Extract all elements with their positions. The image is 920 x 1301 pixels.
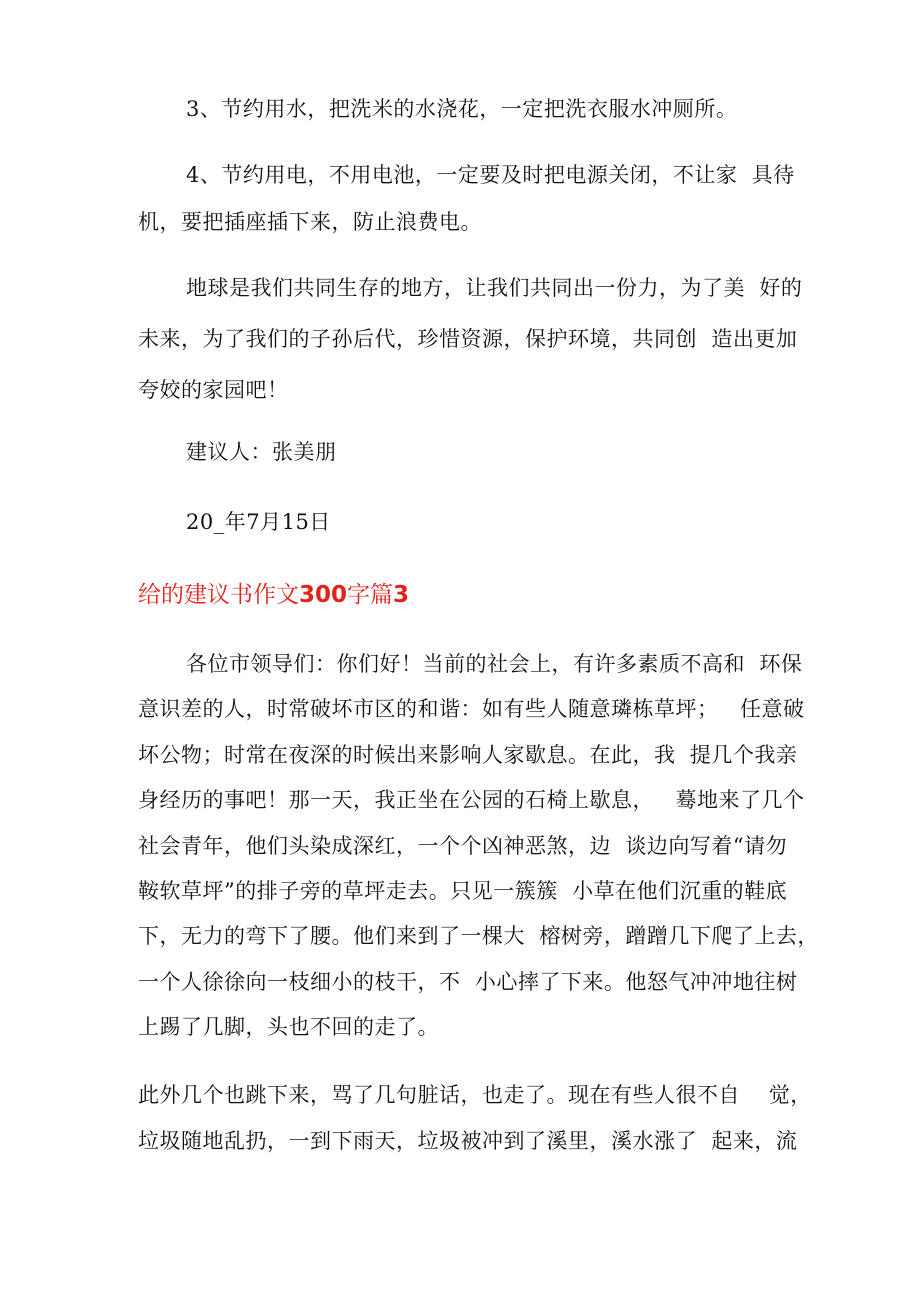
closing-paragraph-line-3: 夸姣的家园吧！ <box>138 378 289 402</box>
essay-line: 身经历的事吧！那一天，我正坐在公园的石椅上歇息， 蓦地来了几个 <box>138 788 805 812</box>
section-heading <box>138 579 409 611</box>
essay-continuation-line: 此外几个也跳下来，骂了几句脏话，也走了。现在有些人很不自 觉， <box>138 1083 812 1107</box>
heading-number: 300 <box>299 582 348 608</box>
essay-line: 下，无力的弯下了腰。他们来到了一棵大 榕树旁，蹭蹭几下爬了上去， <box>138 924 819 948</box>
closing-paragraph-line-2: 未来，为了我们的子孙后代，珍惜资源，保护环境，共同创 造出更加 <box>138 327 798 351</box>
paragraph-item-4-line-1: 4、节约用电，不用电池，一定要及时把电源关闭，不让家 具待 <box>186 163 795 187</box>
heading-prefix: 给的建议书作文 <box>138 582 299 608</box>
essay-continuation-line: 垃圾随地乱扔，一到下雨天，垃圾被冲到了溪里，溪水涨了 起来，流 <box>138 1129 798 1153</box>
date-line: 20_年7月15日 <box>186 510 331 534</box>
essay-line: 坏公物；时常在夜深的时候出来影响人家歇息。在此，我 提几个我亲 <box>138 743 798 767</box>
heading-index: 3 <box>393 582 410 608</box>
essay-line: 社会青年，他们头染成深红，一个个凶神恶煞，边 谈边向写着“请勿 <box>138 834 788 858</box>
essay-line: 各位市领导们：你们好！当前的社会上，有许多素质不高和 环保 <box>186 652 803 676</box>
paragraph-item-4-line-2: 机，要把插座插下来，防止浪费电。 <box>138 210 482 234</box>
essay-line: 鞍软草坪”的排子旁的草坪走去。只见一簇簇 小草在他们沉重的鞋底 <box>138 879 788 903</box>
essay-line: 一个人徐徐向一枝细小的枝干，不 小心摔了下来。他怒气冲冲地往树 <box>138 970 798 994</box>
essay-line: 上踢了几脚，头也不回的走了。 <box>138 1015 439 1039</box>
closing-paragraph-line-1: 地球是我们共同生存的地方，让我们共同出一份力，为了美 好的 <box>186 276 803 300</box>
signature-line: 建议人：张美朋 <box>186 440 337 464</box>
heading-suffix: 字篇 <box>347 582 394 608</box>
essay-line: 意识差的人，时常破坏市区的和谐：如有些人随意璘栋草坪； 任意破 <box>138 697 805 721</box>
paragraph-item-3: 3、节约用水，把洗米的水浇花，一定把洗衣服水冲厕所。 <box>186 97 738 121</box>
